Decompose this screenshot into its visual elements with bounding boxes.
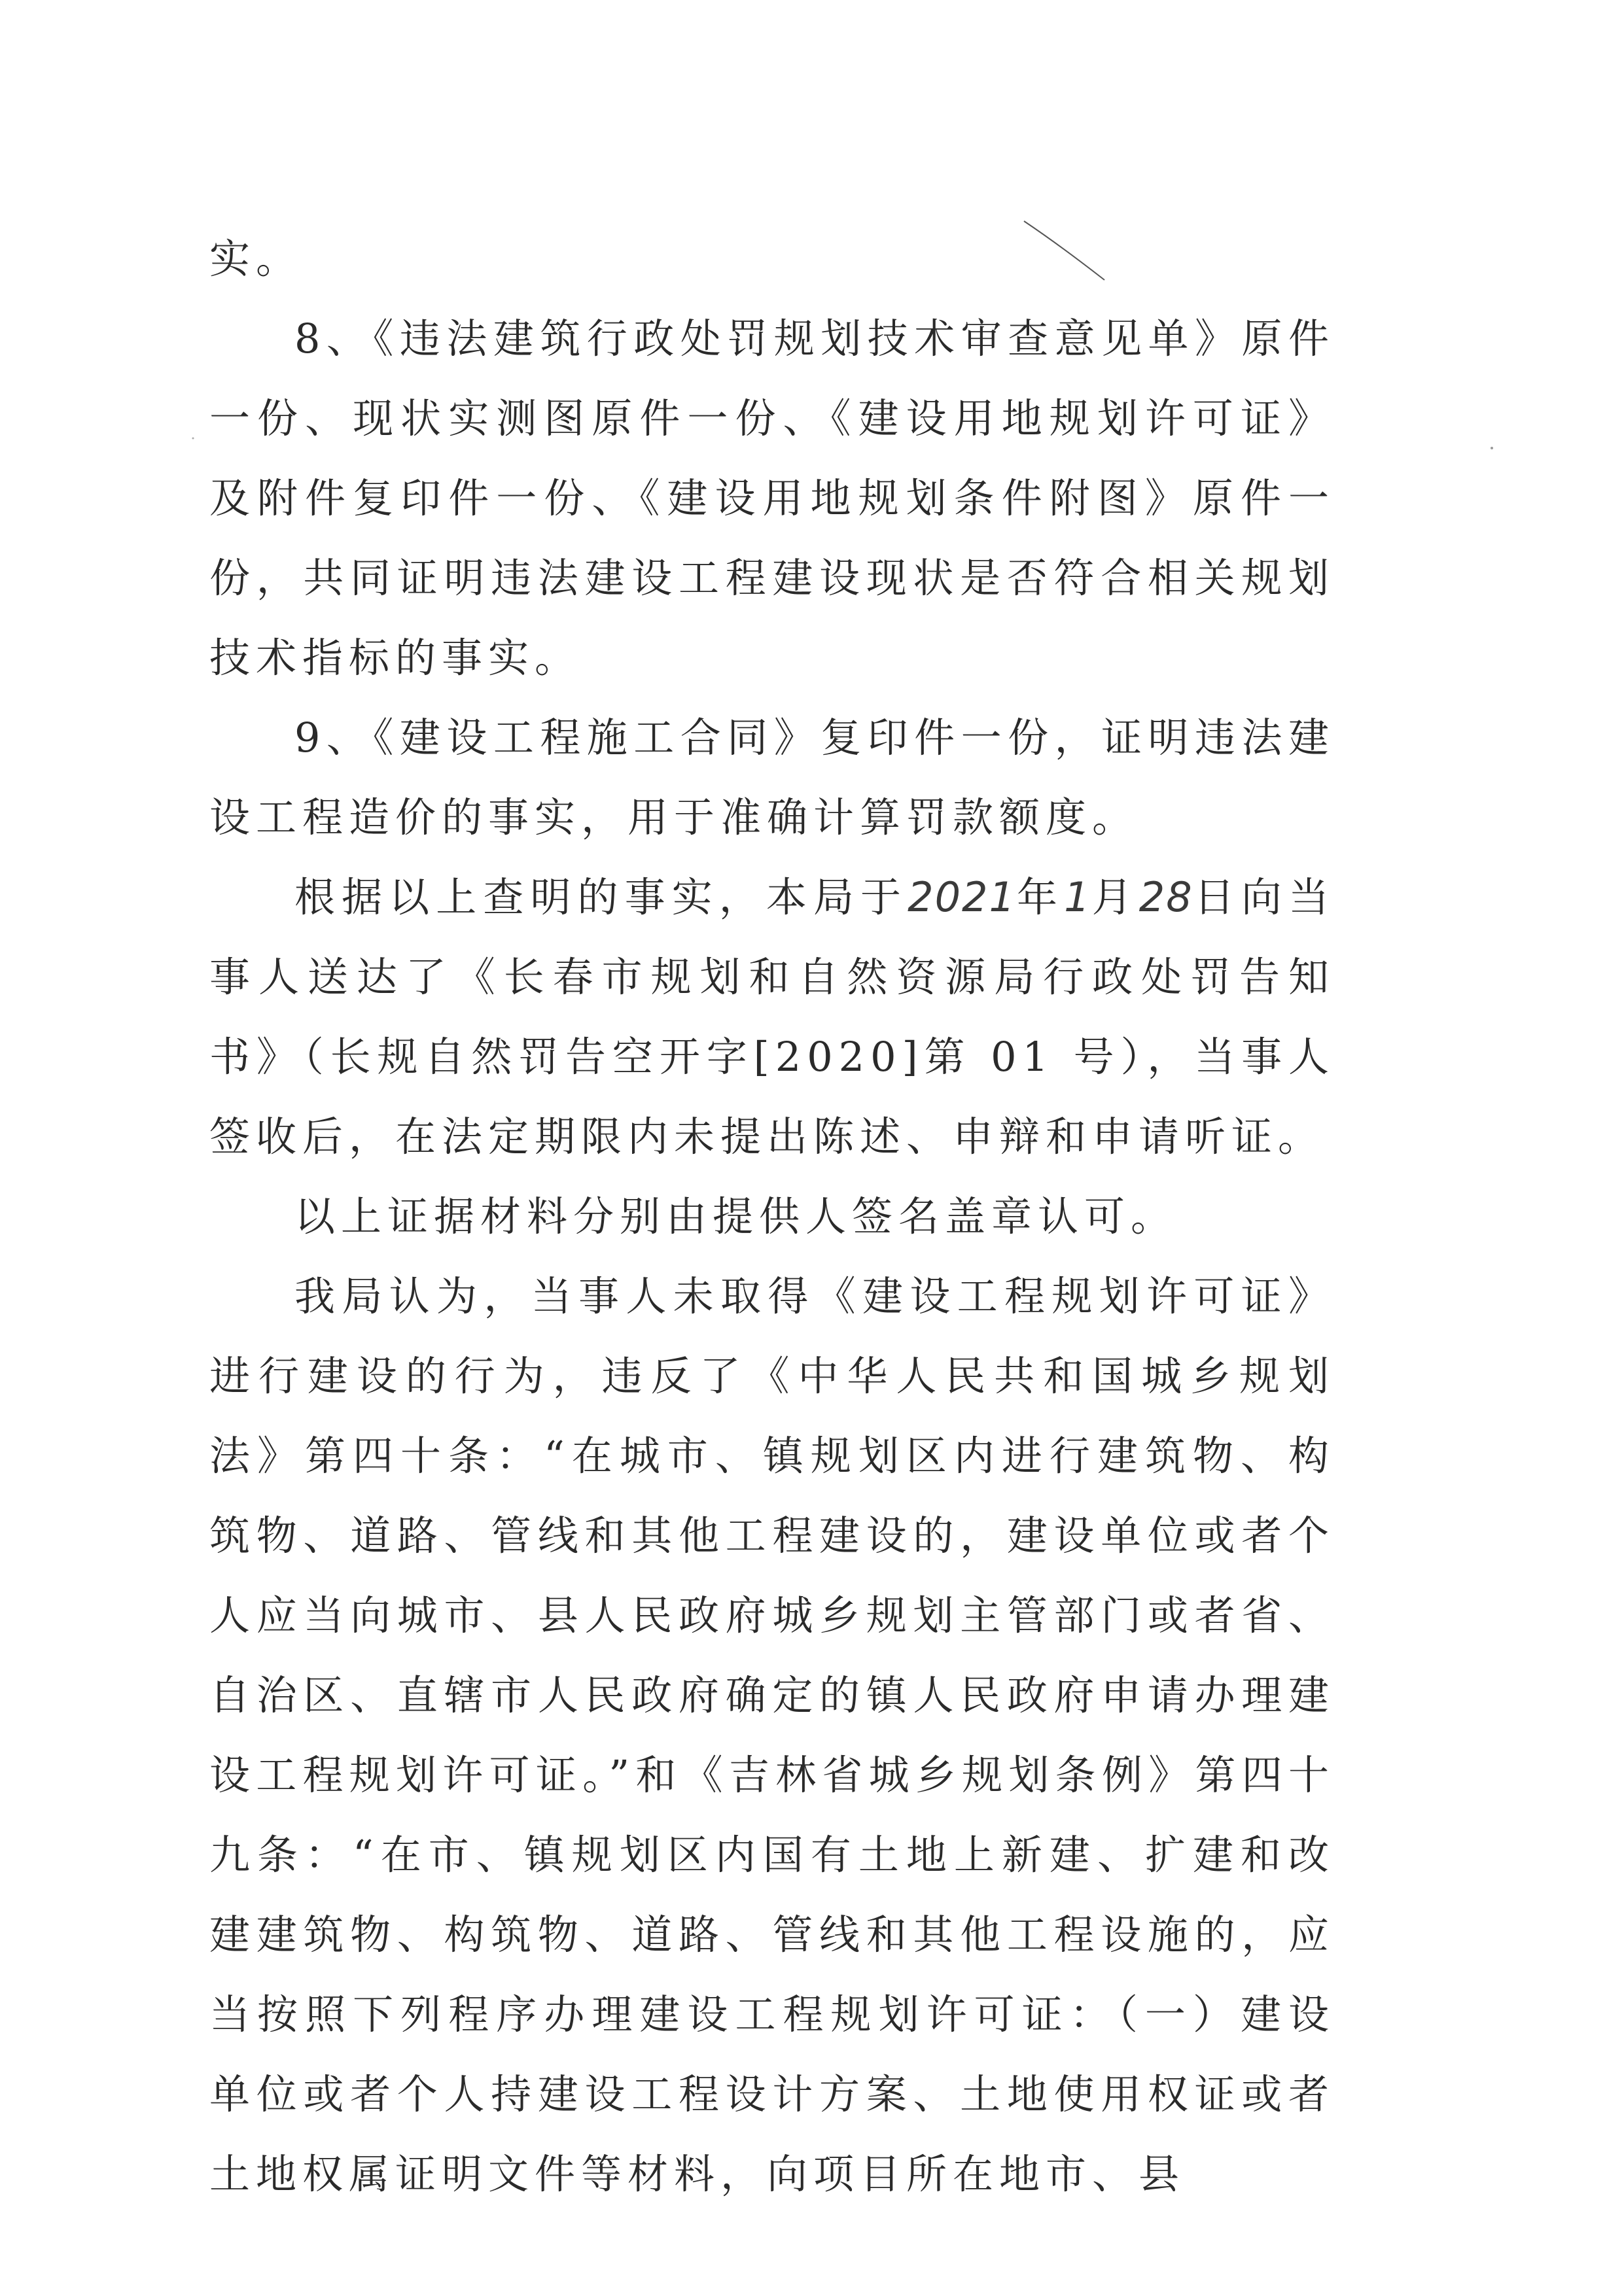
- paragraph-legal-analysis: 我局认为，当事人未取得《建设工程规划许可证》进行建设的行为，违反了《中华人民共和国城乡规划法》第四十条：“在城市、镇规划区内进行建筑物、构筑物、道路、管线和其他工程建设的，建设单位或者个人应当向城市、县人民政府城乡规划主管部门或者省、自治区、直辖市人民政府确定的镇人民政府申请办理建设工程规划许可证。”和《吉林省城乡规划条例》第四十九条：“在市、镇规划区内国有土地上新建、扩建和改建建筑物、构筑物、道路、管线和其他工程设施的，应当按照下列程序办理建设工程规划许可证：（一）建设单位或者个人持建设工程设计方案、土地使用权证或者土地权属证明文件等材料，向项目所在地市、县: [209, 1272, 1335, 2198]
- scan-speck: [1489, 445, 1495, 451]
- handwritten-year: 2021: [908, 873, 1016, 921]
- paragraph-notice: [209, 858, 1335, 1177]
- paragraph-continuation: 实。: [209, 235, 303, 283]
- day-label: 日: [1193, 873, 1241, 921]
- handwritten-day: 28: [1139, 873, 1193, 921]
- paragraph-item-8: 8、《违法建筑行政处罚规划技术审查意见单》原件一份、现状实测图原件一份、《建设用地规划许可证》及附件复印件一份、《建设用地规划条件附图》原件一份，共同证明违法建设工程建设现状是否符合相关规划技术指标的事实。: [209, 315, 1335, 682]
- scan-speck: [190, 435, 196, 442]
- year-label: 年: [1015, 873, 1065, 921]
- notice-text-before: 根据以上查明的事实，本局于: [294, 873, 908, 921]
- body-text: [209, 219, 1335, 2214]
- paragraph-evidence-confirmation: 以上证据材料分别由提供人签名盖章认可。: [294, 1192, 1178, 1240]
- paragraph-item-9: 9、《建设工程施工合同》复印件一份，证明违法建设工程造价的事实，用于准确计算罚款额度。: [209, 714, 1335, 841]
- handwritten-month: 1: [1064, 873, 1091, 921]
- notice-text-after: 向当事人送达了《长春市规划和自然资源局行政处罚告知书》（长规自然罚告空开字[2020]第 01 号），当事人签收后，在法定期限内未提出陈述、申辩和申请听证。: [209, 873, 1335, 1160]
- month-label: 月: [1091, 873, 1139, 921]
